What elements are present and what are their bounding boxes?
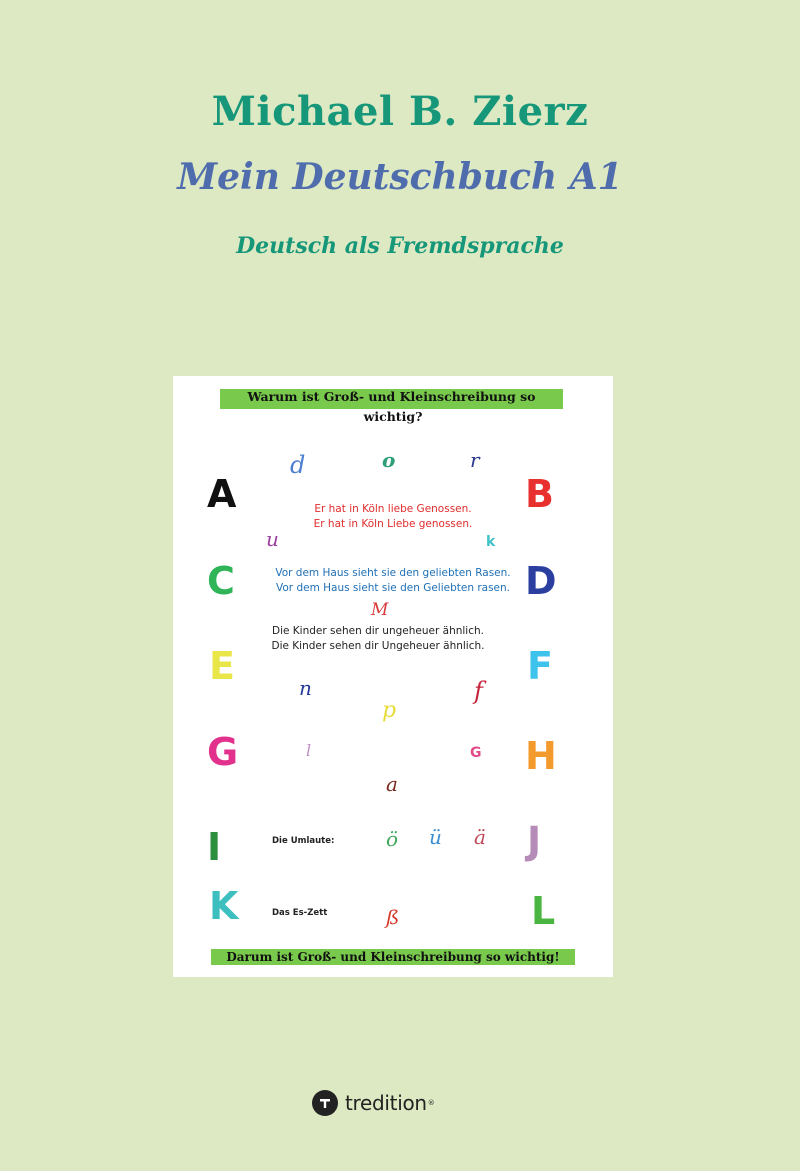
small-letter-n: n	[299, 676, 312, 700]
sentence-line: Vor dem Haus sieht sie den Geliebten rasen.	[276, 582, 510, 594]
sentence-line: Er hat in Köln liebe Genossen.	[314, 503, 472, 515]
small-letter-G: G	[470, 745, 482, 761]
big-letter-B: B	[525, 472, 554, 516]
small-letter-M: M	[371, 600, 389, 620]
big-letter-G: G	[207, 730, 239, 774]
small-letter-o: o	[382, 448, 396, 472]
small-letter-eszett: ß	[386, 905, 400, 929]
small-letter-k: k	[486, 534, 496, 550]
sentence-line: Die Kinder sehen dir Ungeheuer ähnlich.	[271, 640, 485, 652]
small-letter-l: l	[306, 741, 312, 760]
small-letter-p: p	[382, 698, 397, 723]
small-letter-f: f	[474, 677, 483, 705]
big-letter-I: I	[207, 825, 222, 869]
author-name: Michael B. Zierz	[211, 88, 589, 135]
publisher-name: tredition	[345, 1091, 427, 1115]
big-letter-H: H	[525, 734, 557, 778]
small-letter-d: d	[290, 451, 306, 479]
label-eszett: Das Es-Zett	[272, 908, 328, 918]
publisher-mark-icon	[312, 1090, 338, 1116]
registered-mark: ®	[427, 1099, 435, 1107]
sentence-line: Vor dem Haus sieht sie den geliebten Rasen.	[275, 567, 511, 579]
small-letter-o-umlaut: ö	[386, 827, 399, 851]
big-letter-L: L	[531, 889, 556, 933]
big-letter-F: F	[527, 644, 553, 688]
book-title: Mein Deutschbuch A1	[177, 156, 623, 198]
big-letter-K: K	[209, 884, 239, 928]
label-umlaute: Die Umlaute:	[272, 836, 335, 846]
bottom-banner: Darum ist Groß- und Kleinschreibung so wichtig!	[211, 949, 575, 965]
sentence-group-3	[268, 624, 488, 654]
big-letter-C: C	[207, 559, 235, 603]
sentence-group-1	[268, 502, 518, 532]
small-letter-r: r	[470, 448, 480, 472]
small-letter-u-umlaut: ü	[429, 825, 442, 849]
book-subtitle: Deutsch als Fremdsprache	[236, 233, 564, 259]
cover-illustration-panel	[173, 376, 613, 977]
small-letter-a-umlaut: ä	[474, 825, 486, 849]
big-letter-J: J	[527, 819, 542, 863]
publisher-logo	[312, 1090, 435, 1116]
small-letter-a: a	[386, 772, 398, 796]
big-letter-D: D	[525, 559, 557, 603]
big-letter-A: A	[207, 472, 237, 516]
top-banner: Warum ist Groß- und Kleinschreibung so	[220, 389, 563, 409]
sentence-line: Die Kinder sehen dir ungeheuer ähnlich.	[272, 625, 484, 637]
sentence-group-2	[268, 566, 518, 596]
top-banner-line2: wichtig?	[363, 409, 423, 424]
small-letter-u: u	[266, 527, 279, 551]
big-letter-E: E	[209, 644, 235, 688]
sentence-line: Er hat in Köln Liebe genossen.	[313, 518, 473, 530]
